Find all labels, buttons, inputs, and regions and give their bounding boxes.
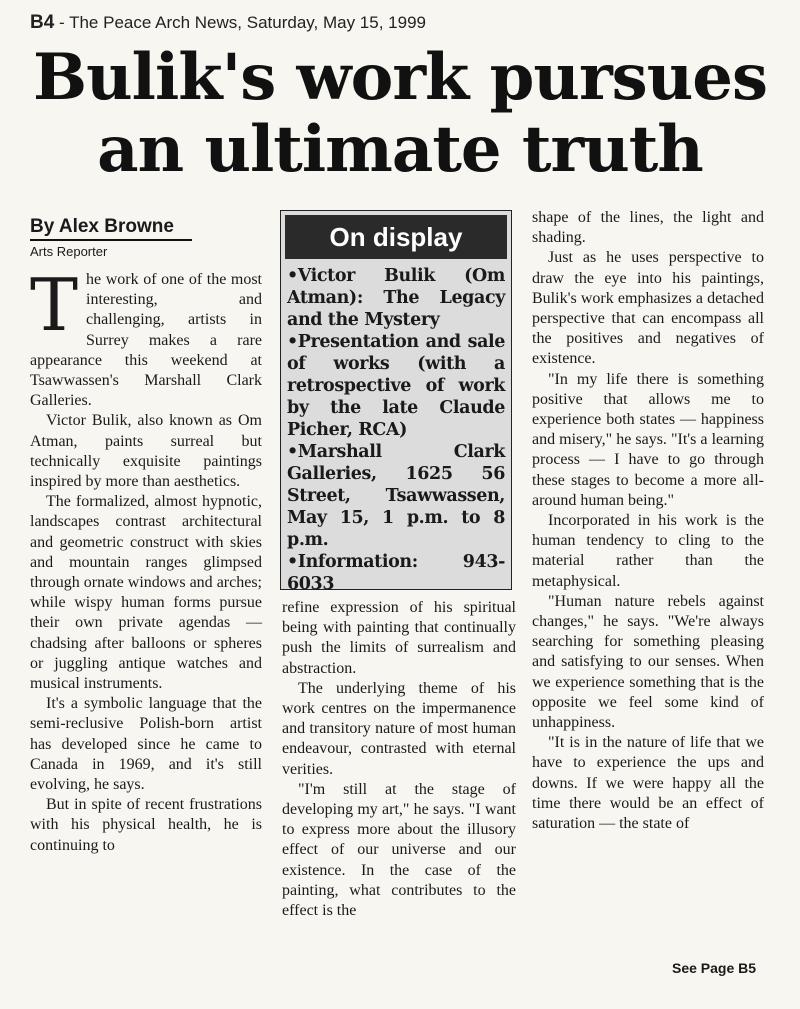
headline bbox=[0, 42, 800, 186]
article-paragraph: Just as he uses perspective to draw the eye into his paintings, Bulik's work emphasizes a detached perspective that can encompass all the positives and negatives of existence. bbox=[532, 249, 764, 368]
article-paragraph: The work of one of the most interesting, and challenging, artists in Surrey makes a rare appearance this weekend at Tsawwassen's Marshall Clark Galleries. bbox=[30, 263, 262, 410]
article-paragraph: refine expression of his spiritual being with painting that continually push the limits of surrealism and abstraction. bbox=[282, 599, 516, 677]
headline-line-1: Bulik's work pursues bbox=[33, 40, 767, 115]
publication-date-line: - The Peace Arch News, Saturday, May 15, 1999 bbox=[54, 13, 426, 32]
sidebar-title: On display bbox=[285, 215, 507, 259]
page-number: B4 bbox=[30, 12, 55, 33]
article-paragraph: It's a symbolic language that the semi-reclusive Polish-born artist has developed since he came to Canada in 1969, and it's still evolving, he says. bbox=[30, 695, 262, 794]
article-paragraph: The underlying theme of his work centres on the impermanence and transitory nature of most human endeavour, contrasted with eternal verities. bbox=[282, 679, 516, 778]
sidebar-item: •Victor Bulik (Om Atman): The Legacy and the Mystery bbox=[287, 266, 505, 330]
sidebar-item: •Information: 943-6033 bbox=[287, 552, 505, 594]
article-column-2 bbox=[282, 598, 516, 921]
article-paragraph: "In my life there is something positive that allows me to experience both states — happiness and misery," he says. "It's a learning process — I have to go through these stages to become a more all-around human being." bbox=[532, 370, 764, 509]
on-display-sidebar bbox=[280, 210, 512, 594]
headline-line-2: an ultimate truth bbox=[97, 112, 703, 187]
article-paragraph: Victor Bulik, also known as Om Atman, paints surreal but technically exquisite paintings inspired by more than aesthetics. bbox=[30, 412, 262, 491]
sidebar-item: •Marshall Clark Galleries, 1625 56 Street, Tsawwassen, May 15, 1 p.m. to 8 p.m. bbox=[287, 442, 505, 550]
article-paragraph: The formalized, almost hypnotic, landscapes contrast architectural and geometric construct with skies and mountain ranges glimpsed through ornate windows and arches; while wispy human forms pursue their own private agendas — chadsing after balloons or spheres or juggling antique watches and musical instruments. bbox=[30, 493, 262, 693]
article-paragraph: "Human nature rebels against changes," he says. "We're always searching for something pleasing and satisfying to our senses. When we experience something that is the opposite we feel some kind of unhappiness. bbox=[532, 592, 764, 732]
jump-line: See Page B5 bbox=[672, 960, 757, 976]
byline-role: Arts Reporter bbox=[30, 244, 108, 259]
article-column-1 bbox=[30, 263, 262, 856]
article-paragraph: "I'm still at the stage of developing my art," he says. "I want to express more about the illusory effect of our universe and our existence. In the case of the painting, what contributes to the effect is the bbox=[282, 780, 516, 920]
article-paragraph: Incorporated in his work is the human tendency to cling to the material rather than the metaphysical. bbox=[532, 512, 764, 590]
article-paragraph: shape of the lines, the light and shading. bbox=[532, 209, 764, 247]
folio-line bbox=[30, 12, 426, 34]
sidebar-item: •Presentation and sale of works (with a retrospective of work by the late Claude Picher, RCA) bbox=[287, 332, 505, 440]
drop-cap: T bbox=[30, 263, 79, 347]
article-paragraph: "It is in the nature of life that we have to experience the ups and downs. If we were happy all the time there would be an effect of saturation — the state of bbox=[532, 734, 764, 833]
byline: By Alex Browne bbox=[30, 216, 192, 241]
article-column-3 bbox=[532, 208, 764, 834]
article-paragraph: But in spite of recent frustrations with his physical health, he is continuing to bbox=[30, 796, 262, 854]
sidebar-items bbox=[287, 265, 505, 595]
